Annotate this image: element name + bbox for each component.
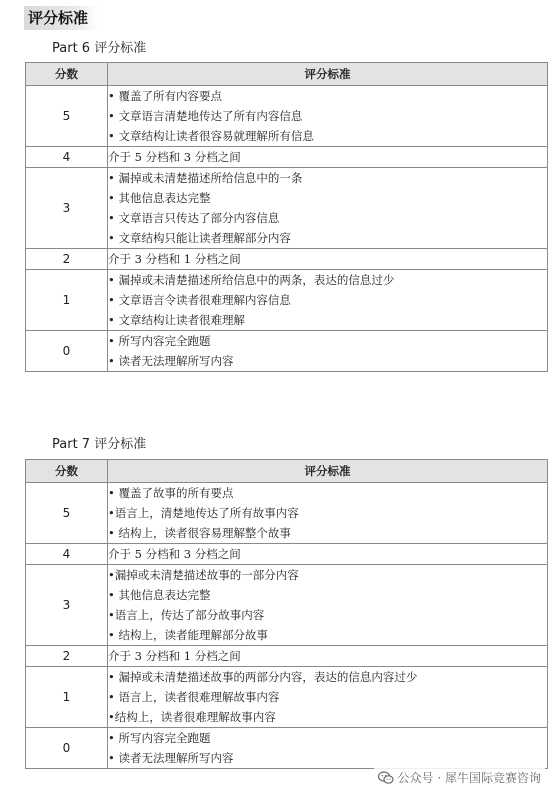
table-row	[26, 249, 548, 270]
criteria-line: • 语言上，读者很难理解故事内容	[108, 690, 280, 704]
part7-title: Part 7 评分标准	[52, 437, 147, 452]
score-column-header: 分数	[26, 460, 108, 483]
table-row	[26, 270, 548, 331]
criteria-cell	[108, 728, 548, 769]
criteria-line: • 覆盖了故事的所有要点	[108, 486, 234, 500]
watermark-text: 公众号 · 犀牛国际竞赛咨询	[397, 771, 541, 785]
criteria-cell	[108, 483, 548, 544]
table-row	[26, 565, 548, 646]
watermark	[374, 767, 545, 788]
criteria-line: • 其他信息表达完整	[108, 588, 211, 602]
part7-criteria-table	[25, 459, 548, 769]
criteria-line: • 结构上，读者很容易理解整个故事	[108, 526, 291, 540]
criteria-line: • 文章结构只能让读者理解部分内容	[108, 231, 291, 245]
criteria-line: • 漏掉或未清楚描述所给信息中的两条，表达的信息过少	[108, 273, 395, 287]
score-value: 4	[26, 147, 108, 168]
score-value: 2	[26, 249, 108, 270]
criteria-line: • 文章语言清楚地传达了所有内容信息	[108, 109, 303, 123]
table-header-row	[26, 63, 548, 86]
page-heading: 评分标准	[24, 6, 98, 30]
part6-criteria-table	[25, 62, 548, 372]
table-row	[26, 728, 548, 769]
criteria-line: •语言上，传达了部分故事内容	[108, 608, 265, 622]
criteria-line: • 文章语言令读者很难理解内容信息	[108, 293, 291, 307]
criteria-line: 介于 5 分档和 3 分档之间	[108, 547, 241, 561]
criteria-line: 介于 5 分档和 3 分档之间	[108, 150, 241, 164]
criteria-cell	[108, 565, 548, 646]
criteria-line: •漏掉或未清楚描述故事的一部分内容	[108, 568, 299, 582]
score-value: 0	[26, 331, 108, 372]
criteria-column-header: 评分标准	[108, 460, 548, 483]
criteria-line: • 漏掉或未清楚描述故事的两部分内容，表达的信息内容过少	[108, 670, 418, 684]
score-value: 4	[26, 544, 108, 565]
criteria-cell	[108, 544, 548, 565]
part6-title: Part 6 评分标准	[52, 41, 147, 56]
criteria-cell	[108, 646, 548, 667]
criteria-line: •结构上，读者很难理解故事内容	[108, 710, 276, 724]
score-value: 3	[26, 168, 108, 249]
score-value: 5	[26, 483, 108, 544]
criteria-line: • 文章结构让读者很容易就理解所有信息	[108, 129, 314, 143]
wechat-icon	[378, 771, 394, 785]
criteria-line: • 覆盖了所有内容要点	[108, 89, 222, 103]
table-row	[26, 667, 548, 728]
criteria-line: • 结构上，读者能理解部分故事	[108, 628, 268, 642]
criteria-cell	[108, 270, 548, 331]
table-row	[26, 483, 548, 544]
criteria-cell	[108, 249, 548, 270]
score-value: 1	[26, 270, 108, 331]
table-row	[26, 331, 548, 372]
criteria-cell	[108, 86, 548, 147]
criteria-cell	[108, 667, 548, 728]
criteria-line: • 读者无法理解所写内容	[108, 354, 234, 368]
score-value: 2	[26, 646, 108, 667]
score-value: 3	[26, 565, 108, 646]
criteria-line: • 文章结构让读者很难理解	[108, 313, 245, 327]
table-row	[26, 544, 548, 565]
criteria-cell	[108, 147, 548, 168]
criteria-cell	[108, 168, 548, 249]
score-value: 5	[26, 86, 108, 147]
score-value: 0	[26, 728, 108, 769]
criteria-column-header: 评分标准	[108, 63, 548, 86]
criteria-line: • 文章语言只传达了部分内容信息	[108, 211, 280, 225]
criteria-line: 介于 3 分档和 1 分档之间	[108, 252, 241, 266]
criteria-line: • 所写内容完全跑题	[108, 334, 211, 348]
criteria-line: • 漏掉或未清楚描述所给信息中的一条	[108, 171, 303, 185]
criteria-line: 介于 3 分档和 1 分档之间	[108, 649, 241, 663]
table-row	[26, 646, 548, 667]
criteria-cell	[108, 331, 548, 372]
table-header-row	[26, 460, 548, 483]
table-row	[26, 147, 548, 168]
score-value: 1	[26, 667, 108, 728]
table-row	[26, 168, 548, 249]
score-column-header: 分数	[26, 63, 108, 86]
criteria-line: • 读者无法理解所写内容	[108, 751, 234, 765]
criteria-line: •语言上，清楚地传达了所有故事内容	[108, 506, 299, 520]
criteria-line: • 所写内容完全跑题	[108, 731, 211, 745]
table-row	[26, 86, 548, 147]
criteria-line: • 其他信息表达完整	[108, 191, 211, 205]
